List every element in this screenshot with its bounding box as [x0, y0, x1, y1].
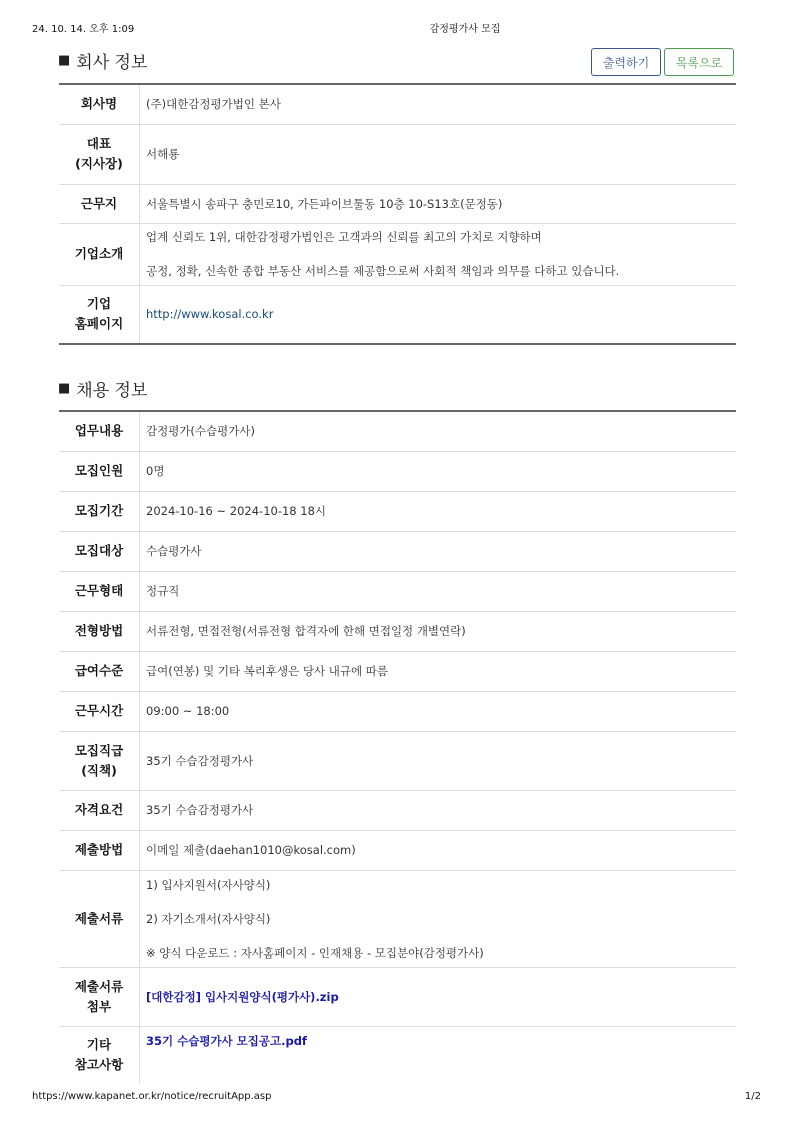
- attachment-value: [140, 967, 737, 1026]
- homepage-label-line: 기업: [86, 296, 112, 312]
- period-label: 모집기간: [59, 491, 140, 531]
- table-row: [59, 124, 736, 184]
- documents-label: 제출서류: [59, 870, 140, 967]
- qualification-label: 자격요건: [59, 790, 140, 830]
- salary-value: 급여(연봉) 및 기타 복리후생은 당사 내규에 따름: [140, 651, 737, 691]
- qualification-value: 35기 수습감정평가사: [140, 790, 737, 830]
- table-row: [59, 611, 736, 651]
- intro-line: 업계 신뢰도 1위, 대한감정평가법인은 고객과의 신뢰를 최고의 가치로 지향하며: [146, 230, 542, 244]
- recruit-info-table: [59, 410, 736, 1084]
- homepage-label: [59, 285, 140, 344]
- intro-label: 기업소개: [59, 223, 140, 285]
- position-label-line: (직책): [81, 762, 117, 778]
- table-row: [59, 967, 736, 1026]
- notes-value: [140, 1026, 737, 1084]
- process-value: 서류전형, 면접전형(서류전형 합격자에 한해 면접일정 개별연락): [140, 611, 737, 651]
- table-row: [59, 451, 736, 491]
- company-section-title: [58, 48, 147, 73]
- ceo-value: 서해룡: [140, 124, 737, 184]
- homepage-value: [140, 285, 737, 344]
- position-label: [59, 731, 140, 790]
- document-line: 2) 자기소개서(자사양식): [146, 911, 271, 926]
- table-row: [59, 531, 736, 571]
- company-name-label: 회사명: [59, 84, 140, 124]
- employment-value: 정규직: [140, 571, 737, 611]
- submit-method-label: 제출방법: [59, 830, 140, 870]
- position-value: 35기 수습감정평가사: [140, 731, 737, 790]
- ceo-label-line: 대표: [86, 136, 112, 151]
- table-row: [59, 1026, 736, 1084]
- documents-value: [140, 870, 737, 967]
- recruit-section-title: [58, 376, 147, 401]
- homepage-link[interactable]: http://www.kosal.co.kr: [146, 307, 274, 322]
- period-value: 2024-10-16 ~ 2024-10-18 18시: [140, 491, 737, 531]
- notes-file-link[interactable]: 35기 수습평가사 모집공고.pdf: [146, 1033, 307, 1048]
- attachment-download-link[interactable]: [대한감정] 입사지원양식(평가사).zip: [146, 989, 339, 1004]
- print-page-number: 1/2: [744, 1091, 761, 1102]
- company-name-value: (주)대한감정평가법인 본사: [140, 84, 737, 124]
- ceo-label: [59, 124, 140, 184]
- table-row: [59, 790, 736, 830]
- table-row: [59, 411, 736, 451]
- document-line: 1) 입사지원서(자사양식): [146, 877, 271, 892]
- table-row: [59, 571, 736, 611]
- headcount-label: 모집인원: [59, 451, 140, 491]
- attachment-label-line: 제출서류: [74, 978, 124, 994]
- print-header: [0, 20, 793, 36]
- list-button[interactable]: 목록으로: [664, 48, 734, 76]
- table-row: [59, 731, 736, 790]
- hours-value: 09:00 ~ 18:00: [140, 691, 737, 731]
- homepage-label-line: 홈페이지: [74, 316, 124, 332]
- location-label: 근무지: [59, 184, 140, 223]
- hours-label: 근무시간: [59, 691, 140, 731]
- attachment-label-line: 첨부: [86, 998, 112, 1014]
- square-bullet-icon: ■: [58, 53, 71, 68]
- print-button[interactable]: 출력하기: [591, 48, 661, 76]
- table-row: [59, 870, 736, 967]
- recruit-section-title-text: 채용 정보: [76, 381, 148, 401]
- table-row: [59, 830, 736, 870]
- print-footer: [0, 1091, 793, 1107]
- table-row: [59, 691, 736, 731]
- square-bullet-icon: ■: [58, 381, 71, 396]
- headcount-value: 0명: [140, 451, 737, 491]
- employment-label: 근무형태: [59, 571, 140, 611]
- attachment-label: [59, 967, 140, 1026]
- print-date: 24. 10. 14. 오후 1:09: [32, 24, 135, 35]
- location-value: 서울특별시 송파구 충민로10, 가든파이브툴동 10층 10-S13호(문정동): [140, 184, 737, 223]
- target-value: 수습평가사: [140, 531, 737, 571]
- position-label-line: 모집직급: [74, 742, 124, 758]
- duty-label: 업무내용: [59, 411, 140, 451]
- duty-value: 감정평가(수습평가사): [140, 411, 737, 451]
- document-line: ※ 양식 다운로드 : 자사홈페이지 - 인재채용 - 모집분야(감정평가사): [146, 945, 484, 960]
- table-row: [59, 84, 736, 124]
- process-label: 전형방법: [59, 611, 140, 651]
- notes-label-line: 참고사항: [74, 1057, 124, 1073]
- notes-label: [59, 1026, 140, 1084]
- table-row: [59, 285, 736, 344]
- print-url: https://www.kapanet.or.kr/notice/recruitApp.asp: [32, 1091, 272, 1102]
- company-section-title-text: 회사 정보: [76, 53, 148, 73]
- ceo-label-line: (지사장): [75, 156, 123, 171]
- notes-label-line: 기타: [86, 1037, 112, 1053]
- table-row: [59, 491, 736, 531]
- salary-label: 급여수준: [59, 651, 140, 691]
- intro-value: [140, 223, 737, 285]
- table-row: [59, 184, 736, 223]
- submit-method-value: 이메일 제출(daehan1010@kosal.com): [140, 830, 737, 870]
- table-row: [59, 223, 736, 285]
- print-doc-title: 감정평가사 모집: [429, 24, 501, 35]
- company-info-table: [59, 83, 736, 345]
- intro-line: 공정, 정확, 신속한 종합 부동산 서비스를 제공함으로써 사회적 책임과 의무를 다하고 있습니다.: [146, 264, 620, 278]
- target-label: 모집대상: [59, 531, 140, 571]
- table-row: [59, 651, 736, 691]
